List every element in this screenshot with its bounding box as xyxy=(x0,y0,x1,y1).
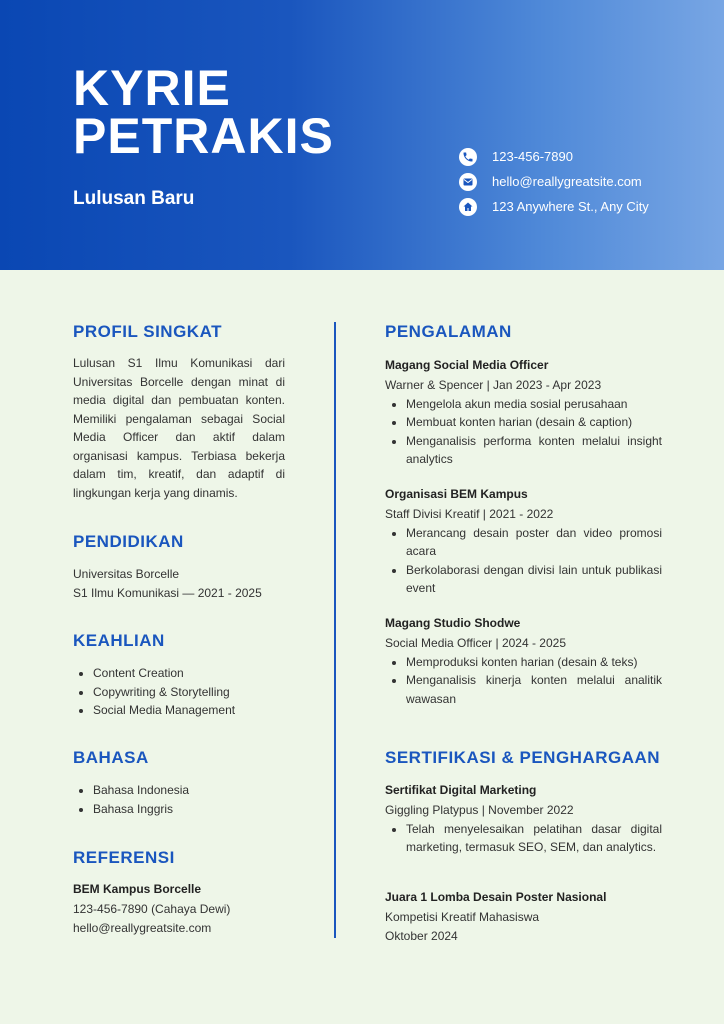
cert-item xyxy=(385,783,662,857)
profile-text: Lulusan S1 Ilmu Komunikasi dari Universitas Borcelle dengan minat di media digital dan pembuatan konten. Memiliki pengalaman sebagai Social Media Officer dan aktif dalam organisasi kampus. Terbiasa bekerja dalam tim, kreatif, dan adaptif di lingkungan kerja yang dinamis. xyxy=(73,356,285,500)
job-title: Magang Studio Shodwe xyxy=(385,616,521,630)
job-title: Organisasi BEM Kampus xyxy=(385,487,528,501)
cert-role: Kompetisi Kreatif Mahasiswa xyxy=(385,910,540,924)
experience-item xyxy=(385,616,662,708)
education-degree: S1 Ilmu Komunikasi — 2021 - 2025 xyxy=(73,585,262,600)
list-item: • Bahasa Inggris xyxy=(93,800,285,819)
list-item: • Copywriting & Storytelling xyxy=(93,683,285,702)
list-item: • Merancang desain poster dan video promosi acara xyxy=(406,524,662,561)
list-item: • Memproduksi konten harian (desain & teks) xyxy=(406,653,662,672)
profile-section xyxy=(73,322,285,502)
contact-list xyxy=(459,144,649,219)
reference-phone: 123-456-7890 (Cahaya Dewi) xyxy=(73,902,231,916)
section-title: BAHASA xyxy=(73,748,149,767)
phone-icon xyxy=(459,148,477,166)
skills-section xyxy=(73,631,285,720)
list-item: • Menganalisis performa konten melalui insight analytics xyxy=(406,432,662,469)
cert-date: Oktober 2024 xyxy=(385,928,458,943)
home-icon xyxy=(459,198,477,216)
contact-email xyxy=(459,169,649,194)
job-title: Magang Social Media Officer xyxy=(385,358,549,372)
job-bullets xyxy=(385,653,662,709)
skills-list xyxy=(73,664,285,720)
cert-title: Juara 1 Lomba Desain Poster Nasional xyxy=(385,890,607,904)
contact-address-text: 123 Anywhere St., Any City xyxy=(492,199,649,214)
job-bullets xyxy=(385,395,662,469)
job-role: Warner & Spencer | Jan 2023 - Apr 2023 xyxy=(385,378,602,392)
experience-section xyxy=(385,322,662,342)
list-item: • Social Media Management xyxy=(93,701,285,720)
cert-bullets xyxy=(385,820,662,857)
section-title: SERTIFIKASI & PENGHARGAAN xyxy=(385,748,661,767)
job-bullets xyxy=(385,524,662,598)
section-title: PENDIDIKAN xyxy=(73,532,184,551)
contact-phone xyxy=(459,144,649,169)
full-name xyxy=(73,60,334,164)
section-title: REFERENSI xyxy=(73,848,175,867)
certs-section xyxy=(385,748,662,768)
list-item: • Mengelola akun media sosial perusahaan xyxy=(406,395,662,414)
list-item: • Membuat konten harian (desain & caption) xyxy=(406,413,662,432)
experience-item xyxy=(385,487,662,598)
section-title: PROFIL SINGKAT xyxy=(73,322,222,341)
contact-email-text: hello@reallygreatsite.com xyxy=(492,174,642,189)
contact-phone-text: 123-456-7890 xyxy=(492,149,573,164)
job-role: Social Media Officer | 2024 - 2025 xyxy=(385,636,566,650)
education-section xyxy=(73,532,285,602)
first-name: KYRIE xyxy=(73,60,231,116)
cert-item xyxy=(385,890,662,945)
mail-icon xyxy=(459,173,477,191)
reference-section xyxy=(73,848,285,937)
list-item: • Menganalisis kinerja konten melalui analitik wawasan xyxy=(406,671,662,708)
cert-title: Sertifikat Digital Marketing xyxy=(385,783,537,797)
cert-role: Giggling Platypus | November 2022 xyxy=(385,803,574,817)
list-item: • Telah menyelesaikan pelatihan dasar digital marketing, termasuk SEO, SEM, dan analytics. xyxy=(406,820,662,857)
list-item: • Bahasa Indonesia xyxy=(93,781,285,800)
subtitle: Lulusan Baru xyxy=(73,188,195,209)
section-title: PENGALAMAN xyxy=(385,322,512,341)
education-school: Universitas Borcelle xyxy=(73,567,180,581)
contact-address xyxy=(459,194,649,219)
languages-list xyxy=(73,781,285,818)
list-item: • Content Creation xyxy=(93,664,285,683)
reference-org: BEM Kampus Borcelle xyxy=(73,882,202,896)
header-banner xyxy=(0,0,724,270)
last-name: PETRAKIS xyxy=(73,108,334,164)
languages-section xyxy=(73,748,285,818)
job-role: Staff Divisi Kreatif | 2021 - 2022 xyxy=(385,507,554,521)
list-item: • Berkolaborasi dengan divisi lain untuk publikasi event xyxy=(406,561,662,598)
section-title: KEAHLIAN xyxy=(73,631,165,650)
experience-item xyxy=(385,358,662,469)
reference-email: hello@reallygreatsite.com xyxy=(73,920,212,935)
column-divider xyxy=(334,322,336,938)
